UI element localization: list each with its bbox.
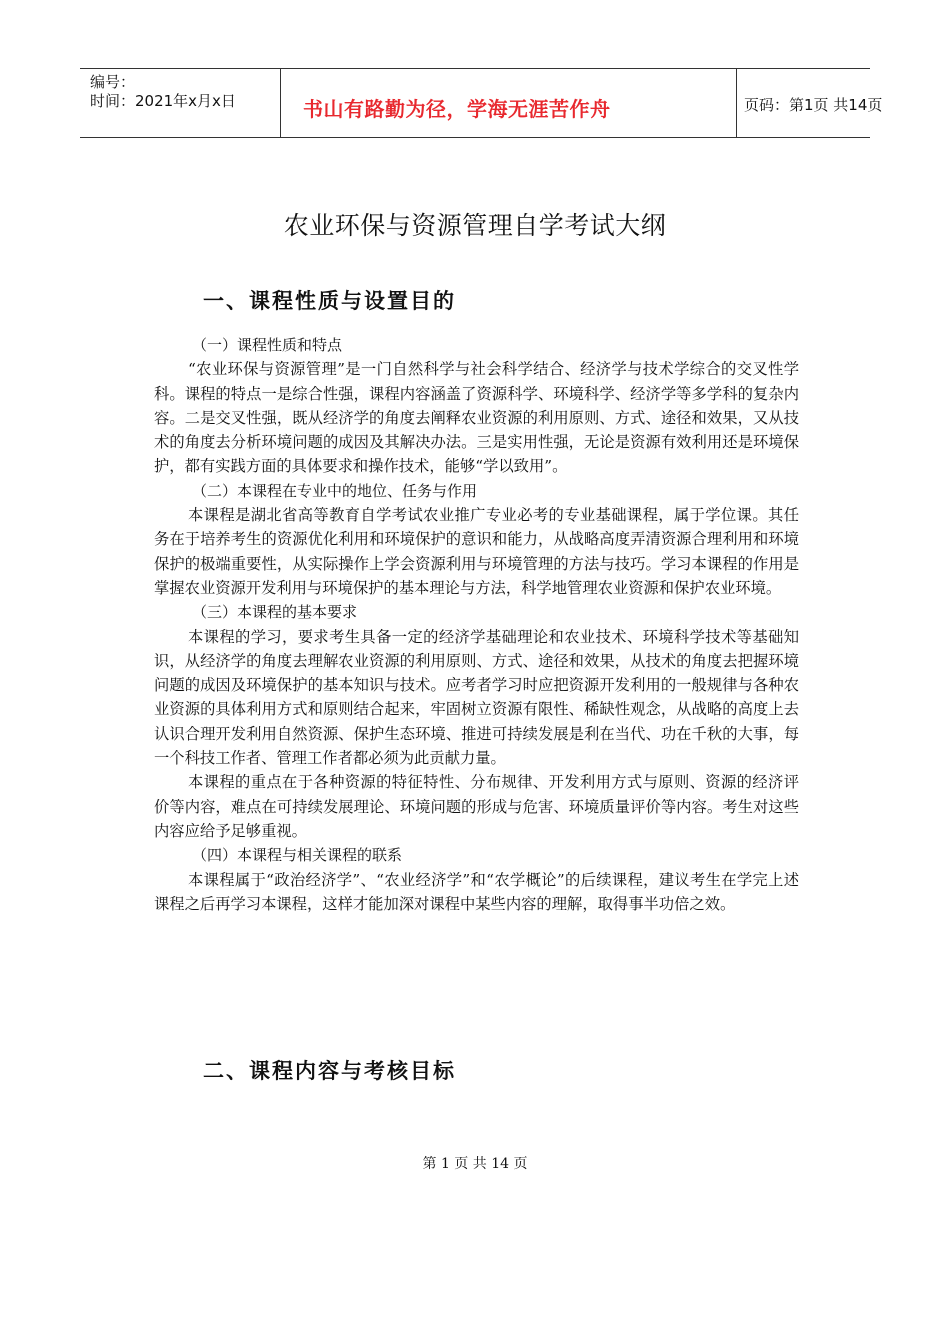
header-motto-cell xyxy=(280,69,737,137)
page-info: 页码：第1页 共14页 xyxy=(744,96,883,114)
section-heading-1: 一、课程性质与设置目的 xyxy=(203,289,456,313)
time-label: 时间：2021年x月x日 xyxy=(90,92,236,110)
subheading-4: （四）本课程与相关课程的联系 xyxy=(192,846,403,865)
section-1-body xyxy=(154,333,799,916)
paragraph-4: 本课程的重点在于各种资源的特征特性、分布规律、开发利用方式与原则、资源的经济评价等内容，难点在可持续发展理论、环境问题的形成与危害、环境质量评价等内容。考生对这些内容应给予足够重视。 xyxy=(154,773,799,840)
header-table xyxy=(80,68,883,138)
paragraph-3: 本课程的学习，要求考生具备一定的经济学基础理论和农业技术、环境科学技术等基础知识，从经济学的角度去理解农业资源的利用原则、方式、途径和效果，从技术的角度去把握环境问题的成因及环境保护的基本知识与技术。应考者学习时应把资源开发利用的一般规律与各种农业资源的具体利用方式和原则结合起来，牢固树立资源有限性、稀缺性观念，从战略的高度上去认识合理开发利用自然资源、保护生态环境、推进可持续发展是利在当代、功在千秋的大事，每一个科技工作者、管理工作者都必须为此贡献力量。 xyxy=(154,627,799,768)
page-footer: 第 1 页 共 14 页 xyxy=(422,1156,528,1172)
subheading-3: （三）本课程的基本要求 xyxy=(192,603,358,622)
paragraph-1: “农业环保与资源管理”是一门自然科学与社会科学结合、经济学与技术学综合的交叉性学科。课程的特点一是综合性强，课程内容涵盖了资源科学、环境科学、经济学等多学科的复杂内容。二是交叉性强，既从经济学的角度去阐释农业资源的利用原则、方式、途径和效果，又从技术的角度去分析环境问题的成因及其解决办法。三是实用性强，无论是资源有效利用还是环境保护，都有实践方面的具体要求和操作技术，能够“学以致用”。 xyxy=(154,360,799,476)
paragraph-2: 本课程是湖北省高等教育自学考试农业推广专业必考的专业基础课程，属于学位课。其任务在于培养考生的资源优化利用和环境保护的意识和能力，从战略高度弄清资源合理利用和环境保护的极端重要性，从实际操作上学会资源利用与环境管理的方法与技巧。学习本课程的作用是掌握农业资源开发利用与环境保护的基本理论与方法，科学地管理农业资源和保护农业环境。 xyxy=(154,506,799,597)
document-title: 农业环保与资源管理自学考试大纲 xyxy=(283,211,667,240)
subheading-2: （二）本课程在专业中的地位、任务与作用 xyxy=(192,481,478,500)
number-label: 编号： xyxy=(90,73,136,91)
header-info-cell xyxy=(80,69,280,137)
section-heading-2: 二、课程内容与考核目标 xyxy=(203,1059,456,1083)
header-page-cell xyxy=(736,69,883,137)
subheading-1: （一）课程性质和特点 xyxy=(192,336,343,354)
paragraph-5: 本课程属于“政治经济学”、“农业经济学”和“农学概论”的后续课程，建议考生在学完上述课程之后再学习本课程，这样才能加深对课程中某些内容的理解，取得事半功倍之效。 xyxy=(154,870,799,913)
motto: 书山有路勤为径，学海无涯苦作舟 xyxy=(303,97,611,121)
